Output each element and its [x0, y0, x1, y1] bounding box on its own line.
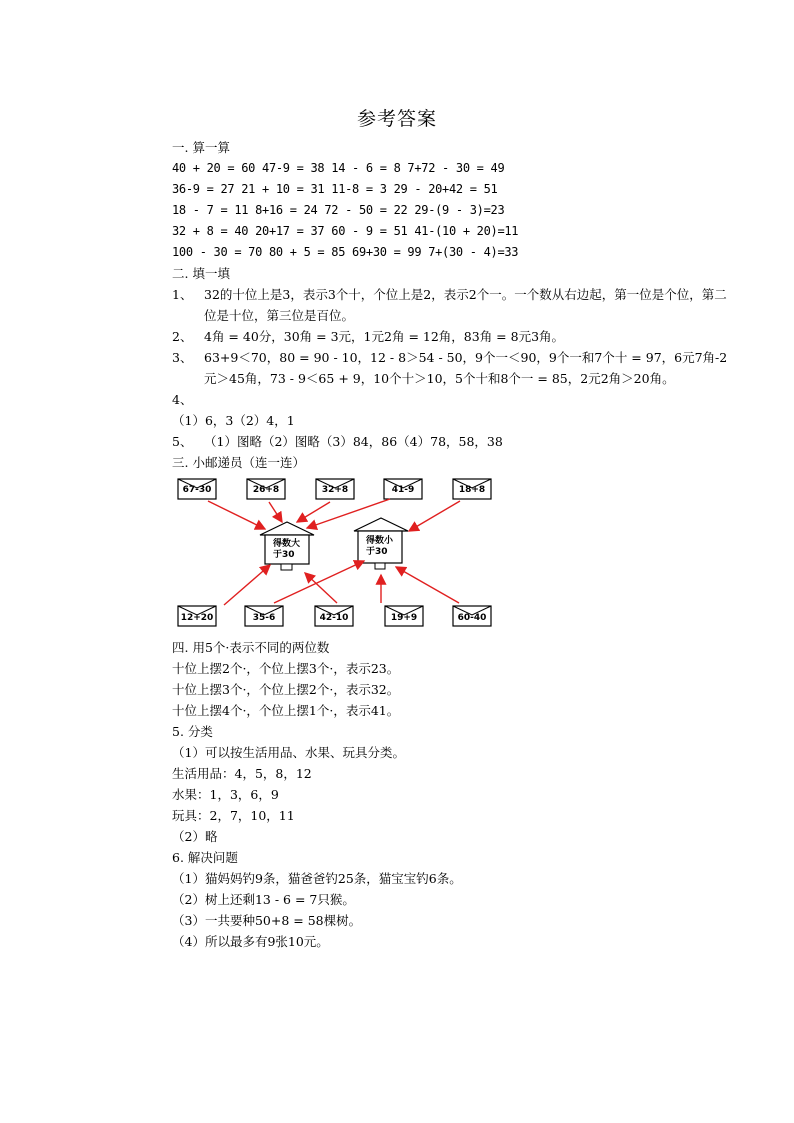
- answer-row: 十位上摆4个·，个位上摆1个·，表示41。: [172, 703, 400, 718]
- diagram-graphic: [172, 475, 512, 635]
- fill-item-2: [172, 326, 732, 347]
- page-title: 参考答案: [356, 108, 437, 130]
- arrow-top-3-to-left-house: [297, 502, 330, 522]
- fill-item-4-number: 4、: [172, 392, 193, 407]
- envelope-label: 12+20: [180, 613, 214, 623]
- section-1-heading: 一. 算一算: [172, 140, 230, 155]
- house-left-label: [273, 539, 317, 561]
- answer-row: （1）猫妈妈钓9条，猫爸爸钓25条，猫宝宝钓6条。: [172, 871, 462, 886]
- house-right-label: [366, 536, 410, 558]
- envelope-label: 67-30: [182, 485, 212, 495]
- house-left-label-line2: 于30: [273, 550, 295, 560]
- section-3-heading: 三. 小邮递员（连一连）: [172, 455, 305, 470]
- fill-item-5: [172, 431, 732, 452]
- arrow-bottom-1-to-left-house: [224, 565, 270, 605]
- envelope-label: 18+8: [458, 485, 486, 495]
- answer-row: 生活用品：4，5，8，12: [172, 766, 312, 781]
- house-right-label-line1: 得数小: [366, 536, 394, 546]
- arrow-top-5-to-right-house: [409, 501, 460, 531]
- answer-row: （2）略: [172, 829, 218, 844]
- envelope-label: 60-40: [457, 613, 487, 623]
- fill-item-3: [172, 347, 732, 389]
- section-4-heading: 四. 用5个·表示不同的两位数: [172, 640, 330, 655]
- arrow-bottom-5-to-right-house: [396, 567, 459, 603]
- connection-arrows: [208, 499, 460, 605]
- item-number: 1、: [172, 287, 193, 302]
- item-text: （1）图略（2）图略（3）84，86（4）78，58，38: [204, 434, 503, 449]
- arrow-bottom-3-to-left-house: [305, 573, 337, 603]
- arrow-top-2-to-left-house: [269, 502, 282, 522]
- envelope-label: 35-6: [252, 613, 276, 623]
- calc-row: 40 + 20 = 60 47-9 = 38 14 - 6 = 8 7+72 - 30 = 49: [172, 161, 505, 175]
- item-number: 3、: [172, 350, 193, 365]
- answer-content: [172, 137, 732, 952]
- calc-row: 32 + 8 = 40 20+17 = 37 60 - 9 = 51 41-(10 + 20)=11: [172, 224, 519, 238]
- section-5-heading: 5. 分类: [172, 724, 213, 739]
- envelope-label: 41-9: [391, 485, 415, 495]
- answer-row: 十位上摆3个·，个位上摆2个·，表示32。: [172, 682, 400, 697]
- envelope-label: 32+8: [321, 485, 349, 495]
- arrow-top-1-to-left-house: [208, 501, 265, 529]
- house-right-label-line2: 于30: [366, 547, 388, 557]
- envelope-label: 19+9: [390, 613, 418, 623]
- mail-matching-diagram: [172, 475, 512, 635]
- answer-row: （4）所以最多有9张10元。: [172, 934, 329, 949]
- section-2-heading: 二. 填一填: [172, 266, 230, 281]
- envelope-label: 42-10: [319, 613, 349, 623]
- answer-row: 玩具：2，7，10，11: [172, 808, 295, 823]
- item-text: 4角 = 40分，30角 = 3元，1元2角 = 12角，83角 = 8元3角。: [204, 329, 565, 344]
- house-left-label-line1: 得数大: [273, 539, 301, 549]
- fill-item-4-answer: （1）6，3（2）4，1: [172, 413, 295, 428]
- calc-row: 100 - 30 = 70 80 + 5 = 85 69+30 = 99 7+(30 - 4)=33: [172, 245, 519, 259]
- answer-row: （1）可以按生活用品、水果、玩具分类。: [172, 745, 405, 760]
- item-number: 5、: [172, 434, 193, 449]
- fill-item-1: [172, 284, 732, 326]
- calc-row: 18 - 7 = 11 8+16 = 24 72 - 50 = 22 29-(9 - 3)=23: [172, 203, 505, 217]
- answer-row: （2）树上还剩13 - 6 = 7只猴。: [172, 892, 355, 907]
- answer-row: （3）一共要种50+8 = 58棵树。: [172, 913, 362, 928]
- answer-row: 水果：1，3，6，9: [172, 787, 279, 802]
- section-6-heading: 6. 解决问题: [172, 850, 238, 865]
- calc-row: 36-9 = 27 21 + 10 = 31 11-8 = 3 29 - 20+42 = 51: [172, 182, 498, 196]
- item-text: 32的十位上是3，表示3个十，个位上是2，表示2个一。一个数从右边起，第一位是个位，第二位是十位，第三位是百位。: [204, 287, 727, 323]
- item-number: 2、: [172, 329, 193, 344]
- answer-row: 十位上摆2个·，个位上摆3个·，表示23。: [172, 661, 400, 676]
- item-text: 63+9＜70，80 = 90 - 10，12 - 8＞54 - 50，9个一＜90，9个一和7个十 = 97，6元7角-2元＞45角，73 - 9＜65 + 9，10个十＞10，5个十和8个一 = 85，2元2角＞20角。: [204, 350, 728, 386]
- envelope-label: 26+8: [252, 485, 280, 495]
